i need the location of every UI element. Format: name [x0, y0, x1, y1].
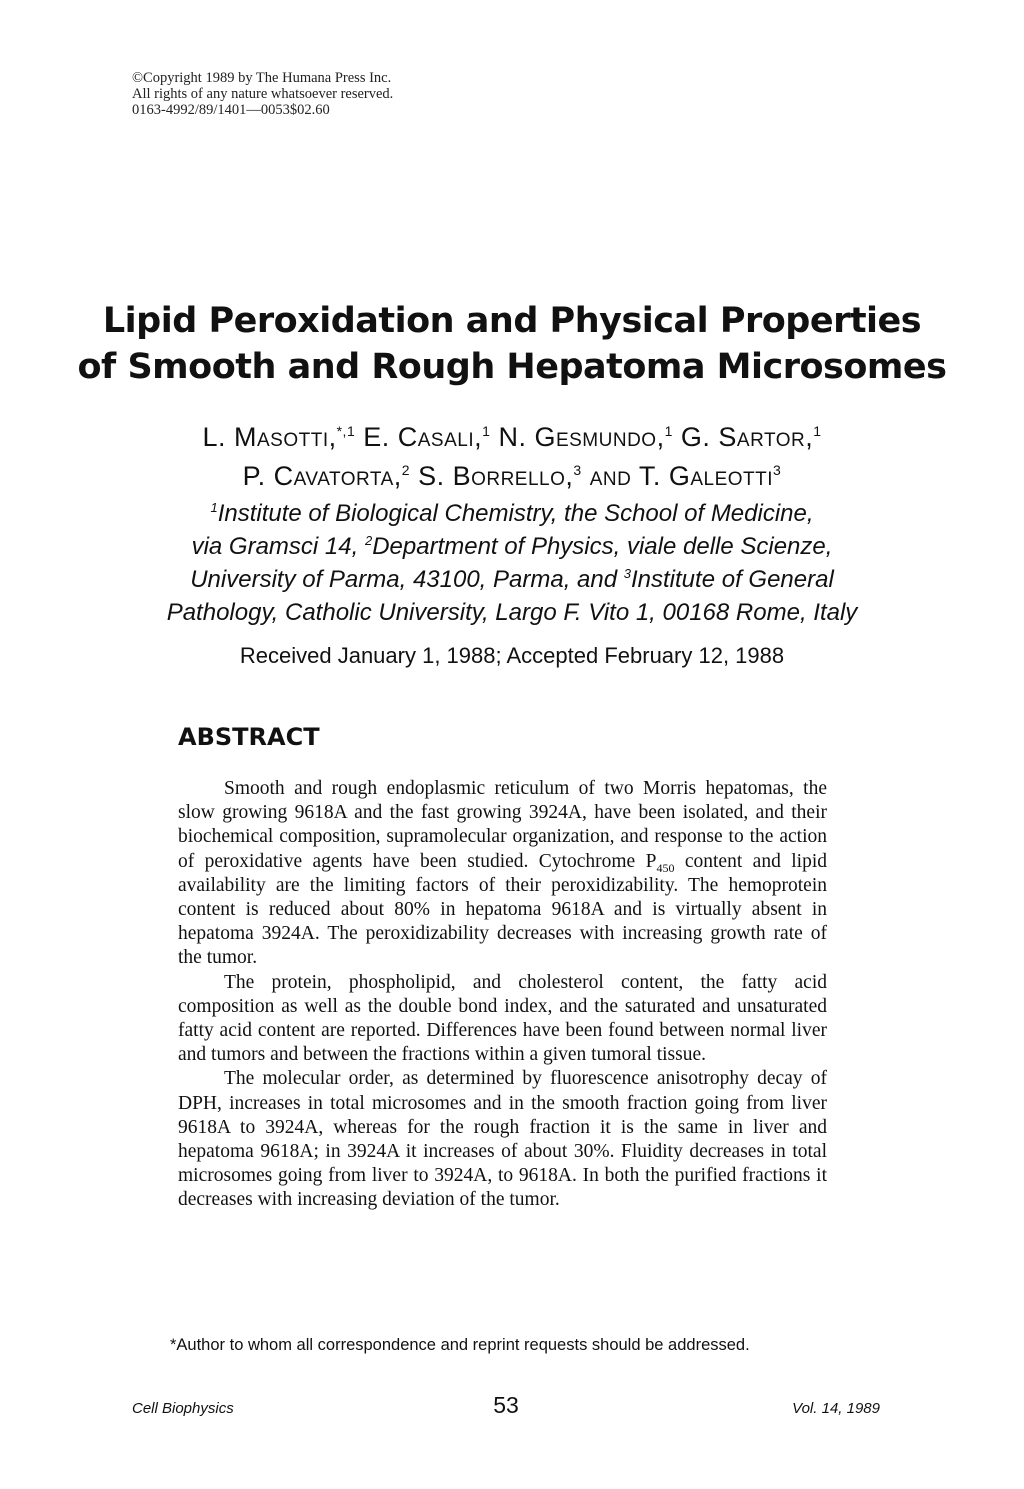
abstract-text: Smooth and rough endoplasmic reticulum of two Morris hepatomas, the slow growing 9618A and the fast growing 3924A, have been isolated, and their biochemical composition, supramolecular organization, and response to the action of peroxidative agents have been studied. Cytochrome P [178, 778, 827, 872]
affiliation-text: University of Parma, 43100, Parma, and [190, 566, 624, 593]
page-footer [132, 1392, 880, 1422]
author-name: G. Sartor, [680, 422, 814, 452]
author-affiliation-mark: 1 [813, 423, 822, 439]
affiliation-line-3 [0, 563, 1024, 596]
author-affiliation-mark: 1 [664, 423, 673, 439]
received-dates: Received January 1, 1988; Accepted February 12, 1988 [239, 643, 785, 668]
author-affiliation-mark: 3 [573, 462, 582, 478]
affiliation-line-1 [0, 497, 1024, 530]
affiliation-mark: 1 [210, 500, 218, 515]
author-line-1 [0, 418, 1024, 457]
author-name: S. Borrello, [418, 461, 574, 491]
affiliation-mark: 3 [623, 566, 631, 581]
abstract-paragraph: The molecular order, as determined by fluorescence anisotrophy decay of DPH, increases in total microsomes and in the smooth fraction going from liver 9618A to 3924A, whereas for the rough fraction it is the same in liver and hepatoma 9618A; in 3924A it increases of about 30%. Fluidity decreases in total microsomes going from liver to 3924A, to 9618A. In both the purified fractions it decreases with increasing deviation of the tumor. [178, 1068, 827, 1211]
author-affiliation-mark: 1 [482, 423, 491, 439]
issn-line: 0163-4992/89/1401—0053$02.60 [132, 102, 330, 118]
affiliation-mark: 2 [364, 533, 373, 548]
author-affiliation-mark: *,1 [336, 423, 356, 439]
abstract-paragraph: The protein, phospholipid, and cholesterol content, the fatty acid composition as well as the double bond index, and the saturated and unsaturated fatty acid content are reported. Differences have been found between normal liver and tumors and between the fractions within a given tumoral tissue. [178, 971, 827, 1066]
affiliation-text: Department of Physics, viale delle Scienze, [372, 533, 833, 560]
author-name: E. Casali, [363, 422, 483, 452]
author-name: N. Gesmundo, [498, 422, 665, 452]
author-list [0, 418, 1024, 496]
abstract-heading: ABSTRACT [178, 723, 320, 751]
author-affiliation-mark: 3 [773, 462, 782, 478]
affiliation-line-2 [0, 530, 1024, 563]
page-number: 53 [493, 1392, 519, 1418]
title-line-1: Lipid Peroxidation and Physical Properties [102, 301, 922, 341]
abstract-text: content and lipid availability are the limiting factors of their peroxidizability. The hemoprotein content is reduced about 80% in hepatoma 9618A and is virtually absent in hepatoma 3924A. The peroxidizability decreases with increasing growth rate of the tumor. [178, 850, 827, 969]
subscript: 450 [656, 860, 675, 875]
journal-name: Cell Biophysics [132, 1400, 234, 1417]
author-affiliation-mark: 2 [401, 462, 411, 478]
corresponding-author-footnote: *Author to whom all correspondence and reprint requests should be addressed. [170, 1336, 750, 1354]
author-line-2 [0, 457, 1024, 496]
affiliation-line-4: Pathology, Catholic University, Largo F. Vito 1, 00168 Rome, Italy [166, 599, 858, 626]
abstract-body [178, 777, 827, 1213]
author-name: P. Cavatorta, [242, 461, 402, 491]
author-name: and T. Galeotti [589, 461, 774, 491]
title-line-2: of Smooth and Rough Hepatoma Microsomes [77, 347, 947, 387]
affiliation-text: Institute of General [631, 566, 834, 593]
volume-info: Vol. 14, 1989 [792, 1400, 880, 1417]
affiliation-text: Institute of Biological Chemistry, the School of Medicine, [217, 500, 814, 527]
author-name: L. Masotti, [202, 422, 337, 452]
affiliation-text: via Gramsci 14, [191, 533, 365, 560]
rights-line: All rights of any nature whatsoever reserved. [132, 86, 394, 102]
abstract-paragraph [178, 777, 827, 971]
affiliation-block [0, 497, 1024, 629]
paper-title [0, 298, 1024, 390]
copyright-notice [132, 70, 393, 118]
copyright-line: ©Copyright 1989 by The Humana Press Inc. [132, 70, 392, 86]
